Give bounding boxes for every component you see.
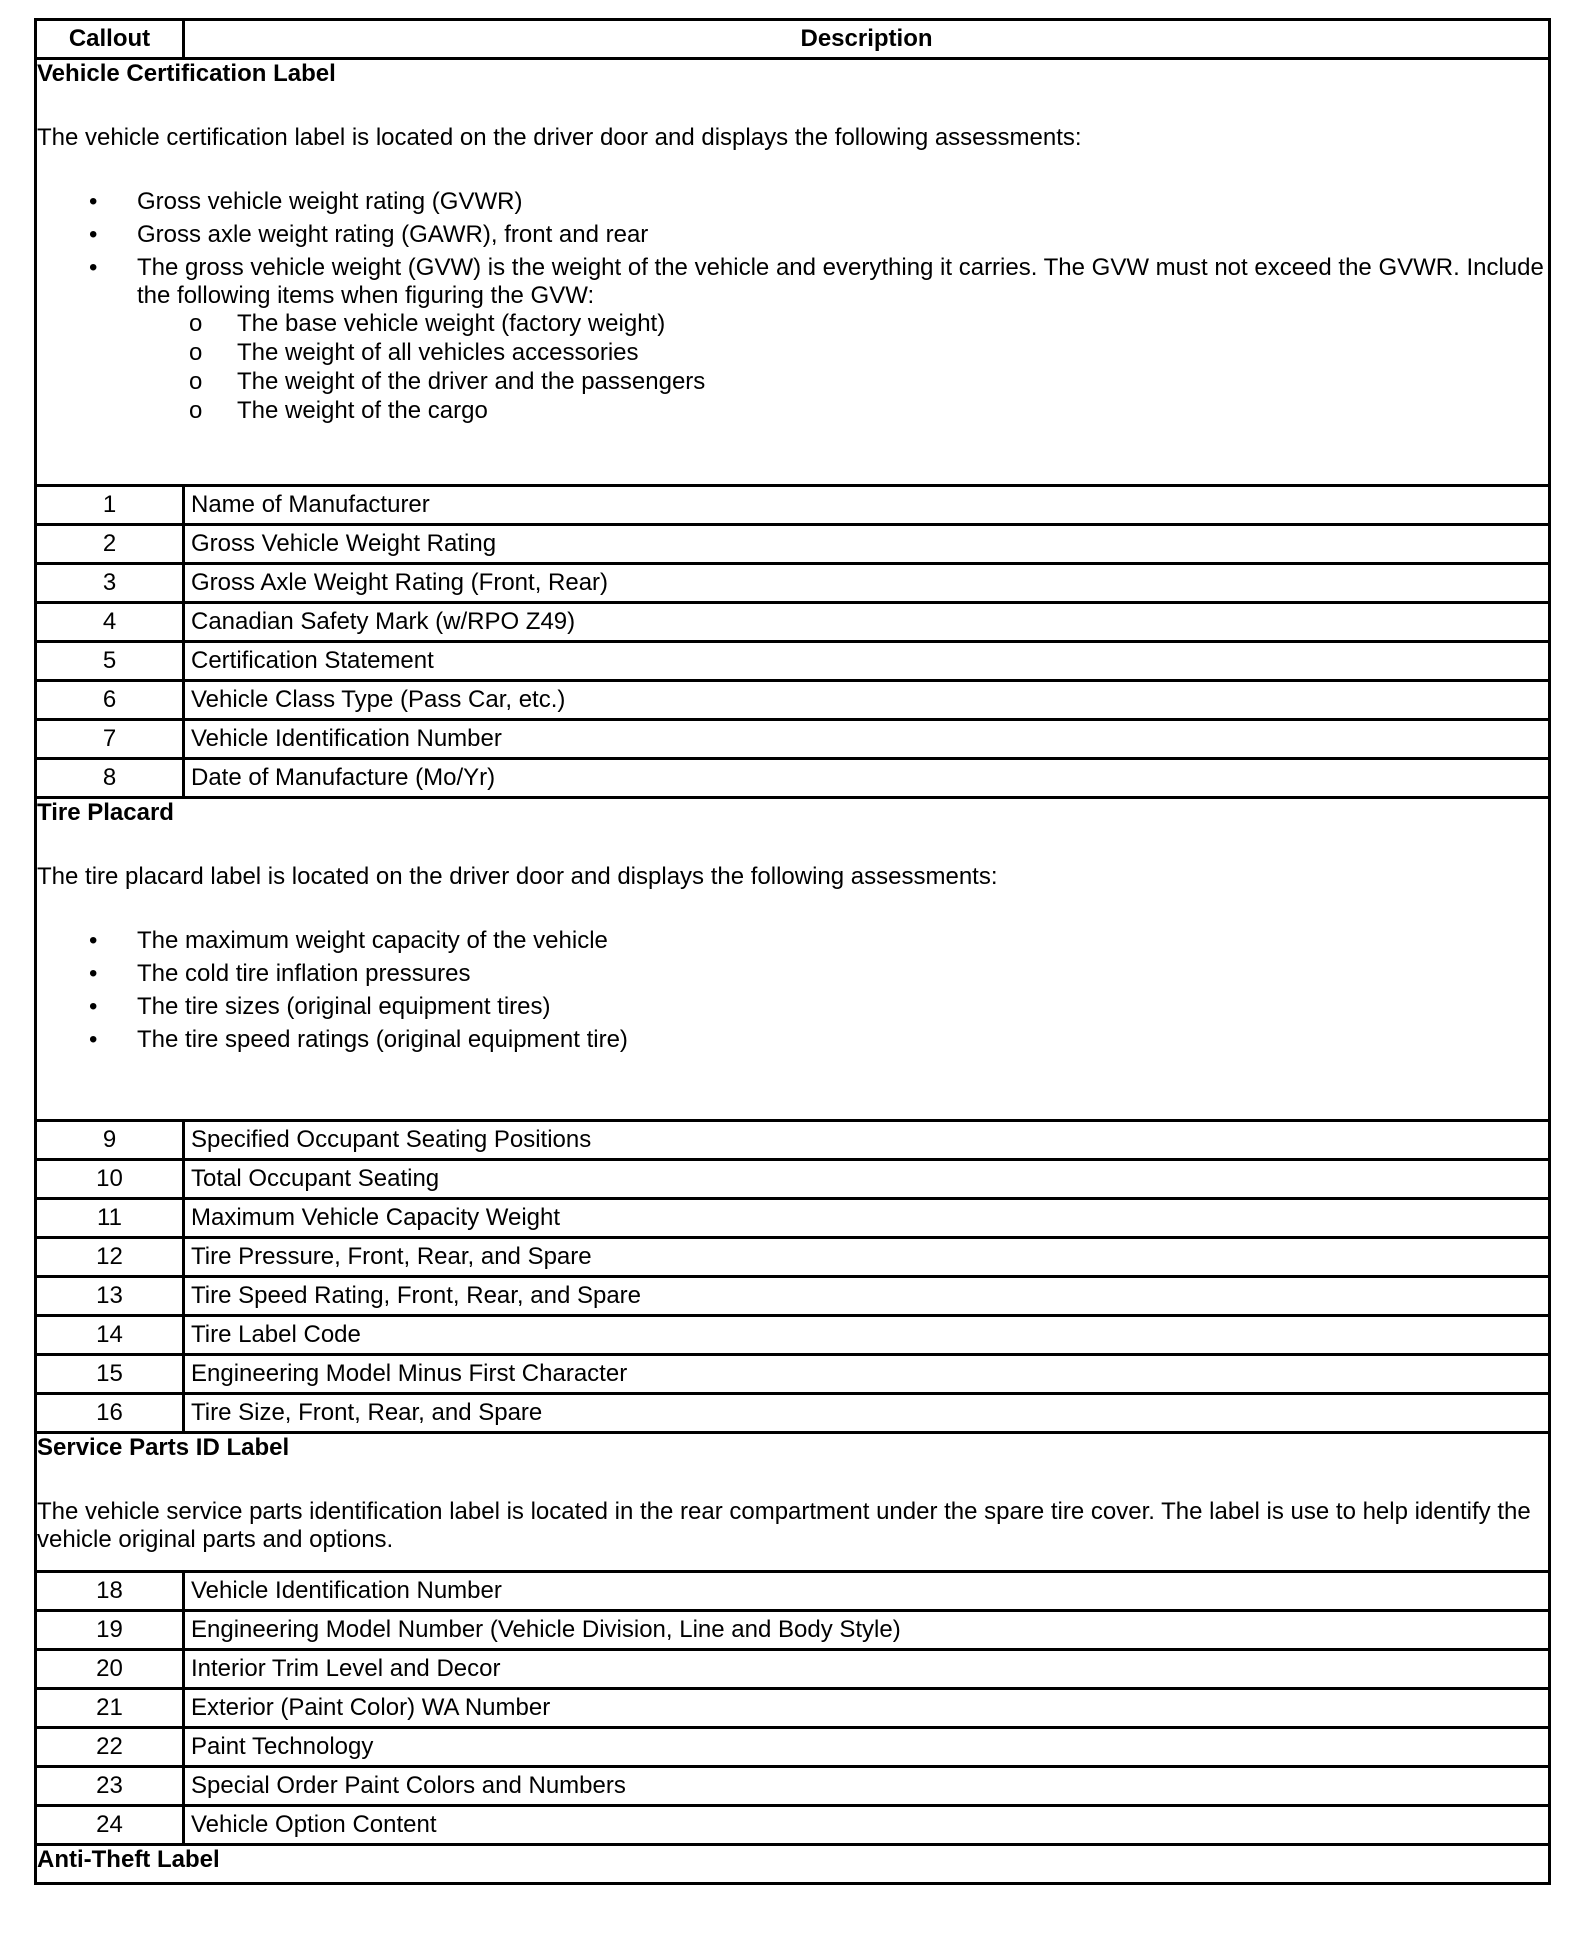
callout-description: Maximum Vehicle Capacity Weight: [184, 1199, 1550, 1238]
callout-description: Tire Label Code: [184, 1316, 1550, 1355]
section-intro: The vehicle service parts identification label is located in the rear compartment under the spare tire cover. The label is use to help identify the vehicle original parts and options.: [37, 1498, 1531, 1553]
table-body: [36, 59, 1550, 1884]
callout-number: 6: [36, 681, 184, 720]
callout-description: Vehicle Option Content: [184, 1806, 1550, 1845]
callout-description: Vehicle Identification Number: [184, 1572, 1550, 1611]
table-row: [36, 525, 1550, 564]
callout-number: 12: [36, 1238, 184, 1277]
table-row: [36, 1394, 1550, 1433]
bullet-item: [37, 993, 1548, 1021]
callout-header: Callout: [36, 20, 184, 59]
bullet-text: The tire speed ratings (original equipment tire): [137, 1026, 628, 1053]
callout-number: 1: [36, 486, 184, 525]
bullet-icon: •: [89, 960, 98, 987]
sub-bullet-text: The base vehicle weight (factory weight): [237, 310, 666, 337]
callout-number: 20: [36, 1650, 184, 1689]
callout-number: 16: [36, 1394, 184, 1433]
callout-description: Tire Size, Front, Rear, and Spare: [184, 1394, 1550, 1433]
table-row: [36, 1199, 1550, 1238]
callout-number: 24: [36, 1806, 184, 1845]
description-header: Description: [184, 20, 1550, 59]
bullet-icon: •: [89, 254, 98, 281]
callout-number: 19: [36, 1611, 184, 1650]
callout-description: Date of Manufacture (Mo/Yr): [184, 759, 1550, 798]
circle-bullet-icon: o: [189, 397, 203, 424]
callout-description: Total Occupant Seating: [184, 1160, 1550, 1199]
bullet-item: [37, 254, 1548, 425]
table-row: [36, 1160, 1550, 1199]
table-row: [36, 1806, 1550, 1845]
callout-description: Vehicle Identification Number: [184, 720, 1550, 759]
sub-bullet-item: [137, 368, 1548, 396]
callout-number: 21: [36, 1689, 184, 1728]
section-intro: The vehicle certification label is located on the driver door and displays the following assessments:: [37, 124, 1082, 151]
bullet-icon: •: [89, 927, 98, 954]
callout-description: Tire Speed Rating, Front, Rear, and Spare: [184, 1277, 1550, 1316]
circle-bullet-icon: o: [189, 368, 203, 395]
bullet-icon: •: [89, 221, 98, 248]
bullet-item: [37, 188, 1548, 216]
table-row: [36, 564, 1550, 603]
callout-description: Engineering Model Minus First Character: [184, 1355, 1550, 1394]
table-row: [36, 1238, 1550, 1277]
callout-description: Canadian Safety Mark (w/RPO Z49): [184, 603, 1550, 642]
callout-number: 11: [36, 1199, 184, 1238]
sub-bullet-item: [137, 310, 1548, 338]
section-content: [37, 1434, 1548, 1570]
callout-description: Vehicle Class Type (Pass Car, etc.): [184, 681, 1550, 720]
callout-number: 5: [36, 642, 184, 681]
callout-number: 9: [36, 1121, 184, 1160]
callout-number: 15: [36, 1355, 184, 1394]
circle-bullet-icon: o: [189, 339, 203, 366]
table-row: [36, 1572, 1550, 1611]
callout-number: 3: [36, 564, 184, 603]
section-cell: [36, 1845, 1550, 1884]
bullet-icon: •: [89, 188, 98, 215]
bullet-item: [37, 927, 1548, 955]
table-row: [36, 759, 1550, 798]
section-title: Tire Placard: [37, 799, 174, 826]
callout-description: Name of Manufacturer: [184, 486, 1550, 525]
section-row: [36, 798, 1550, 1121]
callout-description: Interior Trim Level and Decor: [184, 1650, 1550, 1689]
bullet-item: [37, 960, 1548, 988]
table-row: [36, 720, 1550, 759]
section-cell: [36, 1433, 1550, 1572]
table-row: [36, 1611, 1550, 1650]
callout-number: 22: [36, 1728, 184, 1767]
callout-description: Specified Occupant Seating Positions: [184, 1121, 1550, 1160]
sub-bullet-list: [137, 310, 1548, 425]
bullet-text: The tire sizes (original equipment tires): [137, 993, 551, 1020]
table-row: [36, 486, 1550, 525]
sub-bullet-text: The weight of all vehicles accessories: [237, 339, 639, 366]
section-cell: [36, 798, 1550, 1121]
bullet-text: The gross vehicle weight (GVW) is the weight of the vehicle and everything it carries. The GVW must not exceed the GVWR. Include the following items when figuring the GVW:: [137, 254, 1544, 309]
callout-description: Paint Technology: [184, 1728, 1550, 1767]
section-cell: [36, 59, 1550, 486]
table-row: [36, 642, 1550, 681]
bullet-icon: •: [89, 1026, 98, 1053]
section-row: [36, 1433, 1550, 1572]
callout-description: Special Order Paint Colors and Numbers: [184, 1767, 1550, 1806]
section-title: Vehicle Certification Label: [37, 60, 336, 87]
bullet-text: Gross axle weight rating (GAWR), front and rear: [137, 221, 649, 248]
callout-description: Gross Axle Weight Rating (Front, Rear): [184, 564, 1550, 603]
sub-bullet-item: [137, 397, 1548, 425]
circle-bullet-icon: o: [189, 310, 203, 337]
bullet-item: [37, 221, 1548, 249]
table-row: [36, 1277, 1550, 1316]
table-row: [36, 1316, 1550, 1355]
section-row: [36, 1845, 1550, 1884]
callout-number: 8: [36, 759, 184, 798]
section-title: Anti-Theft Label: [37, 1846, 220, 1873]
table-row: [36, 1121, 1550, 1160]
bullet-list: [37, 188, 1548, 425]
table-row: [36, 1728, 1550, 1767]
table-row: [36, 603, 1550, 642]
bullet-list: [37, 927, 1548, 1054]
callout-number: 4: [36, 603, 184, 642]
section-content: [37, 799, 1548, 1119]
callout-description: Exterior (Paint Color) WA Number: [184, 1689, 1550, 1728]
table-row: [36, 681, 1550, 720]
section-content: [37, 60, 1548, 484]
bullet-text: Gross vehicle weight rating (GVWR): [137, 188, 523, 215]
section-title: Service Parts ID Label: [37, 1434, 290, 1461]
bullet-item: [37, 1026, 1548, 1054]
section-intro: The tire placard label is located on the driver door and displays the following assessments:: [37, 863, 998, 890]
sub-bullet-text: The weight of the cargo: [237, 397, 488, 424]
callout-description: Certification Statement: [184, 642, 1550, 681]
bullet-text: The maximum weight capacity of the vehicle: [137, 927, 608, 954]
table-row: [36, 1689, 1550, 1728]
callout-description: Engineering Model Number (Vehicle Division, Line and Body Style): [184, 1611, 1550, 1650]
callout-number: 2: [36, 525, 184, 564]
callout-description: Tire Pressure, Front, Rear, and Spare: [184, 1238, 1550, 1277]
section-row: [36, 59, 1550, 486]
sub-bullet-text: The weight of the driver and the passengers: [237, 368, 706, 395]
table-row: [36, 1650, 1550, 1689]
header-row: [36, 20, 1550, 59]
bullet-text: The cold tire inflation pressures: [137, 960, 471, 987]
sub-bullet-item: [137, 339, 1548, 367]
callout-number: 13: [36, 1277, 184, 1316]
callout-description: Gross Vehicle Weight Rating: [184, 525, 1550, 564]
callout-table: [34, 18, 1551, 1885]
table-row: [36, 1767, 1550, 1806]
callout-number: 18: [36, 1572, 184, 1611]
callout-number: 10: [36, 1160, 184, 1199]
callout-number: 7: [36, 720, 184, 759]
section-content: [37, 1846, 1548, 1882]
callout-number: 23: [36, 1767, 184, 1806]
table-row: [36, 1355, 1550, 1394]
callout-number: 14: [36, 1316, 184, 1355]
bullet-icon: •: [89, 993, 98, 1020]
